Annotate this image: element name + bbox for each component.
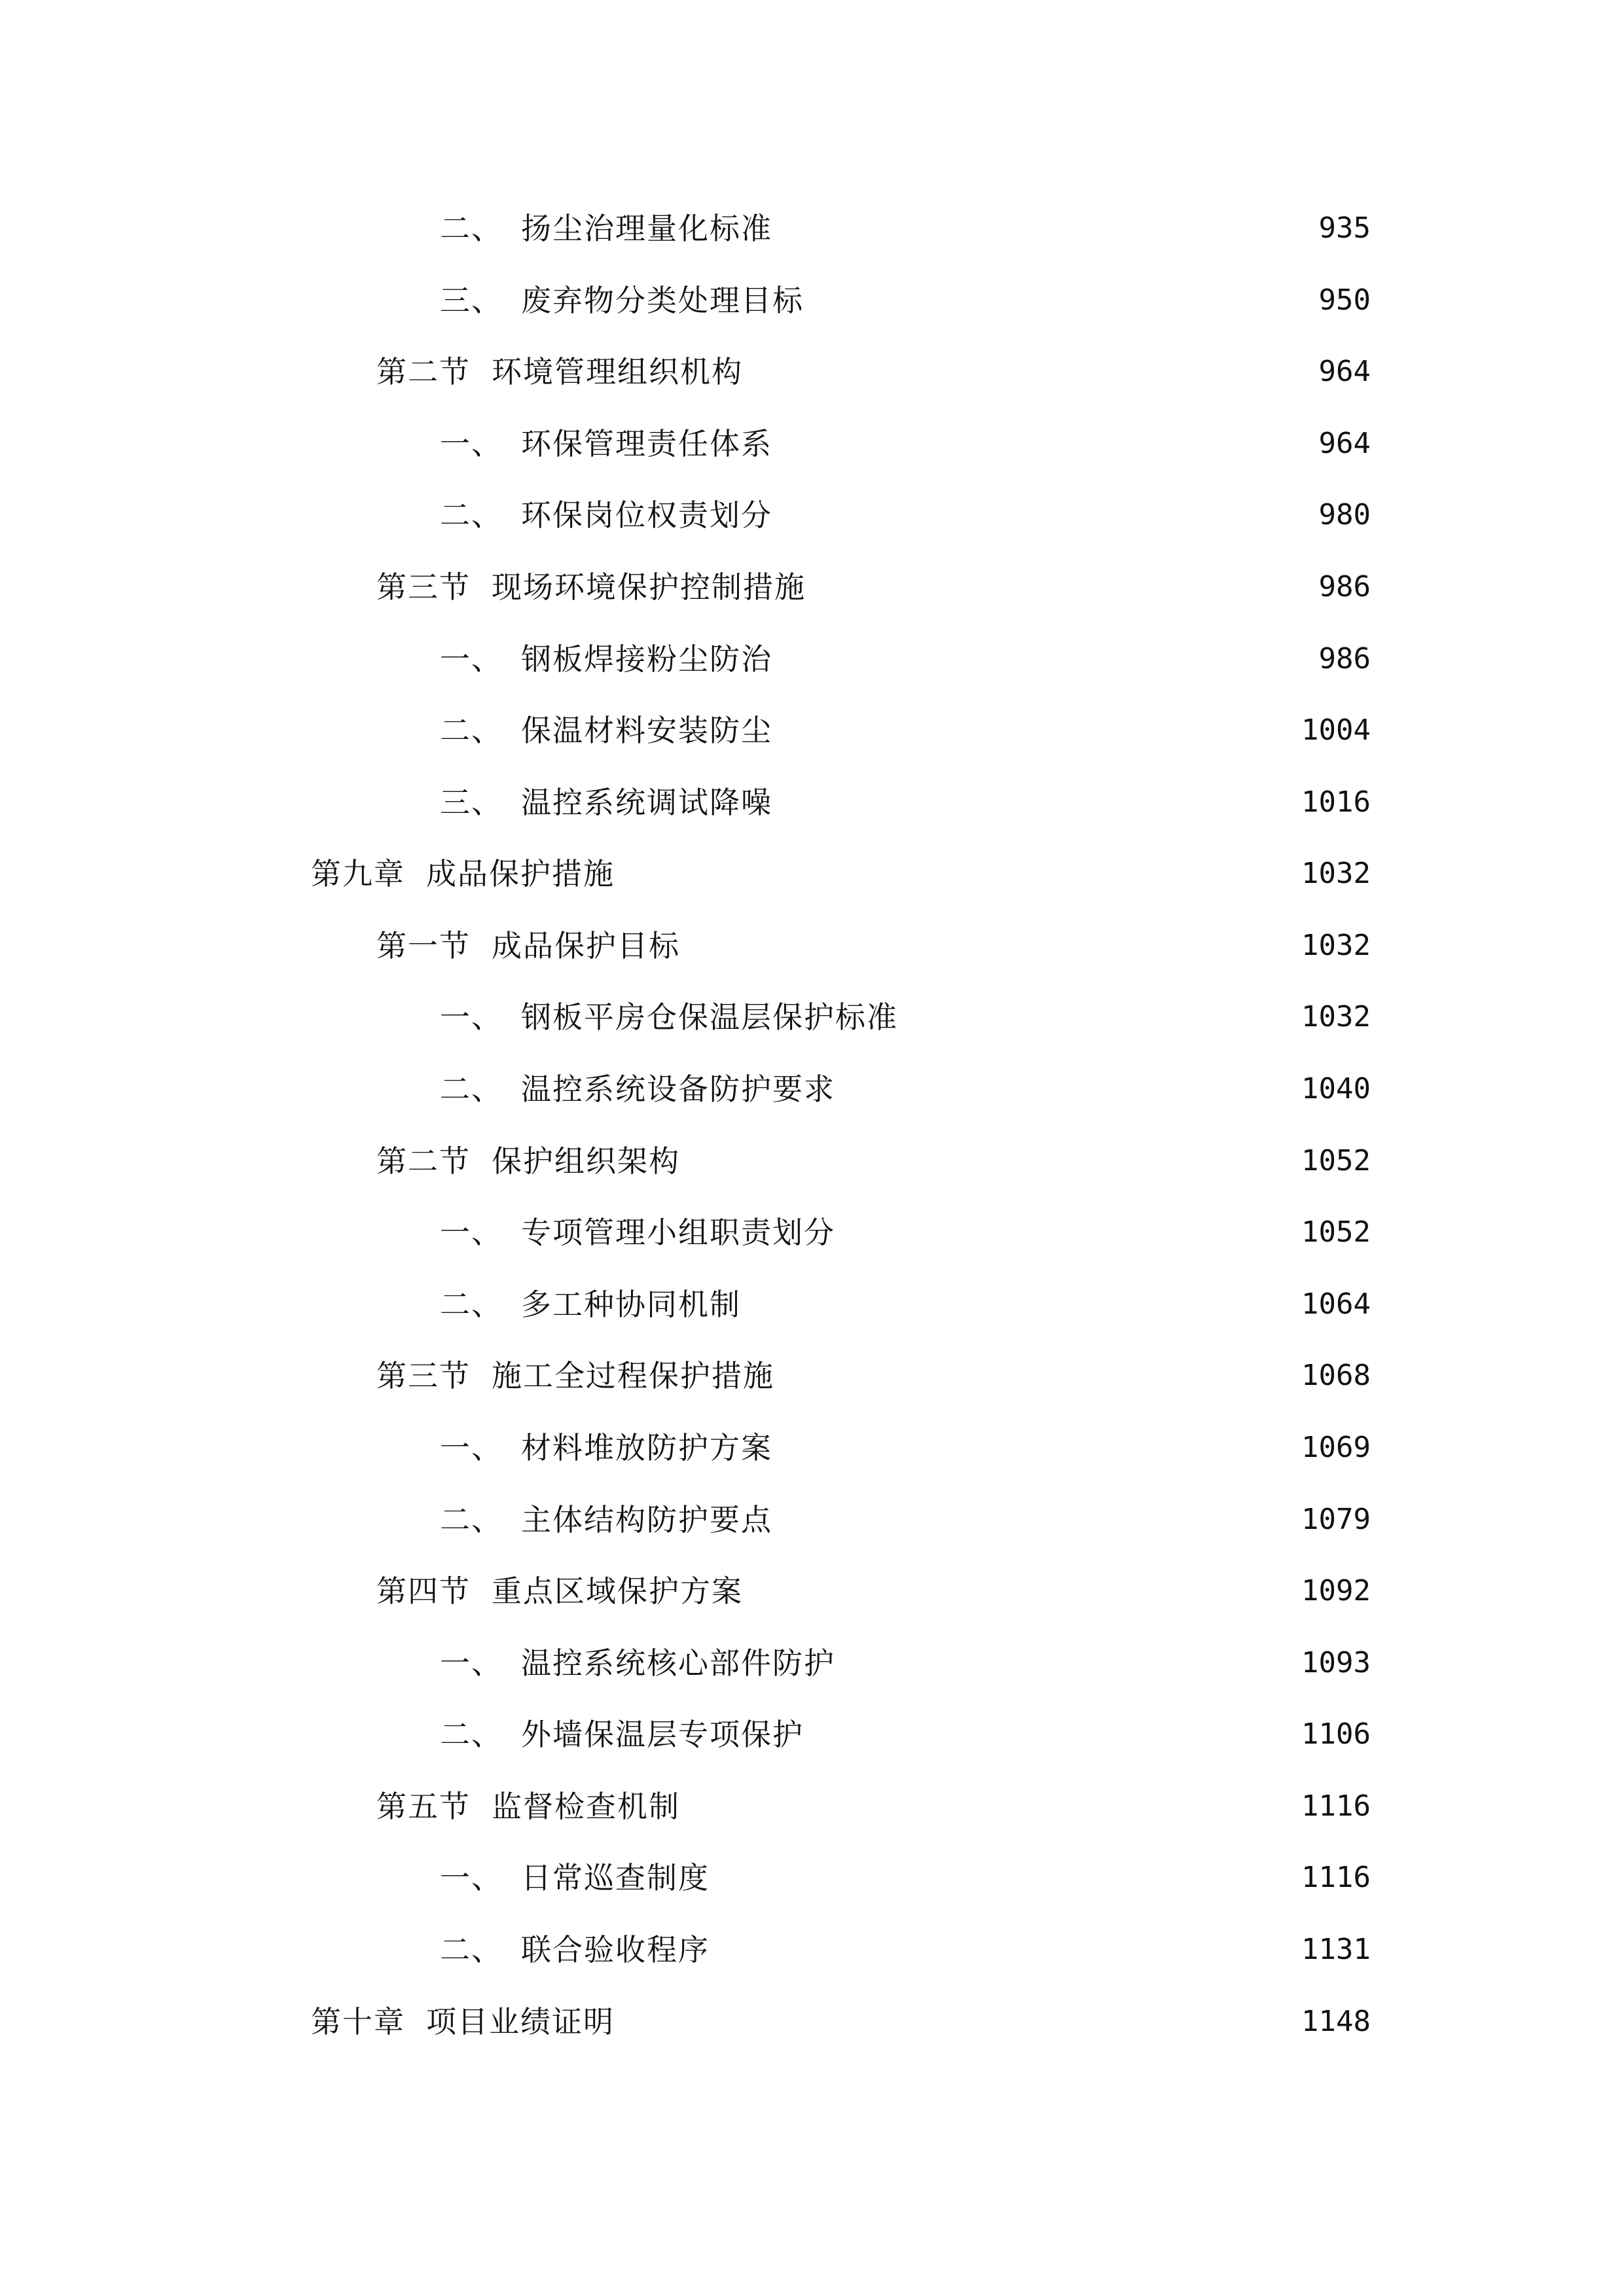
toc-entry[interactable] xyxy=(440,996,1371,1038)
toc-entry-number: 第四节 xyxy=(376,1573,471,1609)
toc-entry-title: 温控系统调试降噪 xyxy=(521,785,772,820)
toc-entry-page: 1092 xyxy=(1301,1574,1371,1607)
toc-entry-page: 1004 xyxy=(1301,713,1371,747)
toc-entry-number: 一、 xyxy=(440,1645,503,1681)
toc-entry-number: 第十章 xyxy=(311,2004,405,2039)
toc-entry-number: 第二节 xyxy=(376,1143,471,1179)
toc-entry-number: 一、 xyxy=(440,641,503,677)
dot-leader xyxy=(625,853,1292,895)
toc-entry[interactable] xyxy=(440,709,1371,751)
toc-entry[interactable] xyxy=(376,1570,1371,1612)
toc-entry-title: 温控系统设备防护要求 xyxy=(521,1071,835,1107)
dot-leader xyxy=(783,638,1310,680)
toc-entry-number: 三、 xyxy=(440,283,503,318)
toc-entry-page: 1106 xyxy=(1301,1717,1371,1751)
toc-entry[interactable] xyxy=(440,1499,1371,1541)
dot-leader xyxy=(720,1929,1292,1971)
toc-entry[interactable] xyxy=(440,279,1371,321)
toc-entry-number: 第一节 xyxy=(376,928,471,963)
toc-entry-page: 1052 xyxy=(1301,1144,1371,1177)
toc-entry[interactable] xyxy=(376,1785,1371,1827)
toc-entry[interactable] xyxy=(376,566,1371,608)
toc-entry[interactable] xyxy=(440,1427,1371,1469)
toc-entry-page: 1116 xyxy=(1301,1789,1371,1823)
toc-entry-title: 保温材料安装防尘 xyxy=(521,713,772,748)
toc-entry-page: 986 xyxy=(1318,642,1371,675)
dot-leader xyxy=(785,1355,1292,1397)
toc-entry-number: 一、 xyxy=(440,1860,503,1895)
toc-entry[interactable] xyxy=(440,1068,1371,1110)
toc-entry[interactable] xyxy=(440,423,1371,465)
toc-entry-page: 1016 xyxy=(1301,785,1371,819)
dot-leader xyxy=(846,1642,1292,1684)
dot-leader xyxy=(783,1499,1292,1541)
dot-leader xyxy=(753,1570,1292,1612)
toc-entry[interactable] xyxy=(440,494,1371,536)
toc-entry-number: 一、 xyxy=(440,999,503,1035)
toc-entry-title: 扬尘治理量化标准 xyxy=(521,211,772,246)
toc-entry-page: 1116 xyxy=(1301,1861,1371,1894)
toc-entry-page: 1069 xyxy=(1301,1431,1371,1464)
toc-entry-number: 二、 xyxy=(440,497,503,533)
toc-entry-number: 一、 xyxy=(440,1430,503,1465)
toc-entry-page: 950 xyxy=(1318,283,1371,317)
toc-entry-number: 二、 xyxy=(440,211,503,246)
dot-leader xyxy=(814,1713,1292,1755)
toc-entry-title: 监督检查机制 xyxy=(492,1789,680,1824)
toc-entry-title: 重点区域保护方案 xyxy=(492,1573,743,1609)
dot-leader xyxy=(783,709,1292,751)
toc-entry-page: 935 xyxy=(1318,211,1371,245)
toc-entry-number: 二、 xyxy=(440,1502,503,1537)
toc-entry-title: 成品保护目标 xyxy=(492,928,680,963)
toc-entry-title: 外墙保温层专项保护 xyxy=(521,1717,804,1752)
toc-entry-page: 1040 xyxy=(1301,1072,1371,1105)
toc-entry[interactable] xyxy=(311,853,1371,895)
toc-entry-title: 专项管理小组职责划分 xyxy=(521,1215,835,1250)
toc-entry-title: 现场环境保护控制措施 xyxy=(492,569,806,605)
toc-entry[interactable] xyxy=(440,781,1371,823)
toc-entry-number: 第三节 xyxy=(376,569,471,605)
dot-leader xyxy=(751,1283,1292,1325)
toc-entry-page: 964 xyxy=(1318,355,1371,388)
toc-entry-page: 1079 xyxy=(1301,1503,1371,1536)
dot-leader xyxy=(909,996,1292,1038)
toc-entry-title: 环境管理组织机构 xyxy=(492,354,743,389)
toc-entry-number: 二、 xyxy=(440,1717,503,1752)
toc-entry[interactable] xyxy=(376,1355,1371,1397)
toc-entry-page: 1093 xyxy=(1301,1646,1371,1679)
toc-entry-number: 二、 xyxy=(440,1287,503,1322)
toc-entry-number: 第九章 xyxy=(311,856,405,891)
toc-entry[interactable] xyxy=(440,1642,1371,1684)
toc-entry-title: 施工全过程保护措施 xyxy=(492,1358,774,1393)
toc-entry[interactable] xyxy=(440,1857,1371,1899)
toc-entry-title: 成品保护措施 xyxy=(426,856,615,891)
dot-leader xyxy=(625,2001,1292,2043)
dot-leader xyxy=(783,207,1310,249)
toc-entry-page: 1032 xyxy=(1301,929,1371,962)
dot-leader xyxy=(720,1857,1292,1899)
toc-entry-number: 第二节 xyxy=(376,354,471,389)
toc-entry[interactable] xyxy=(440,1211,1371,1253)
toc-entry-title: 环保管理责任体系 xyxy=(521,426,772,461)
toc-entry[interactable] xyxy=(311,2001,1371,2043)
dot-leader xyxy=(783,781,1292,823)
dot-leader xyxy=(783,423,1310,465)
dot-leader xyxy=(691,925,1292,967)
dot-leader xyxy=(846,1211,1292,1253)
toc-entry[interactable] xyxy=(376,351,1371,393)
toc-entry-page: 1032 xyxy=(1301,1000,1371,1033)
toc-entry-title: 材料堆放防护方案 xyxy=(521,1430,772,1465)
toc-entry[interactable] xyxy=(440,1283,1371,1325)
toc-entry-number: 二、 xyxy=(440,1932,503,1967)
toc-entry-title: 环保岗位权责划分 xyxy=(521,497,772,533)
toc-entry-title: 钢板焊接粉尘防治 xyxy=(521,641,772,677)
dot-leader xyxy=(783,1427,1292,1469)
toc-entry-page: 980 xyxy=(1318,498,1371,531)
toc-entry[interactable] xyxy=(440,1929,1371,1971)
dot-leader xyxy=(816,566,1310,608)
toc-entry-number: 三、 xyxy=(440,785,503,820)
toc-entry-page: 1148 xyxy=(1301,2005,1371,2038)
toc-entry-title: 日常巡查制度 xyxy=(521,1860,710,1895)
toc-entry[interactable] xyxy=(440,207,1371,249)
toc-entry-page: 986 xyxy=(1318,570,1371,603)
toc-entry[interactable] xyxy=(440,1713,1371,1755)
toc-entry[interactable] xyxy=(376,1140,1371,1182)
toc-entry-title: 多工种协同机制 xyxy=(521,1287,741,1322)
toc-entry-number: 二、 xyxy=(440,713,503,748)
toc-entry[interactable] xyxy=(376,925,1371,967)
toc-entry-title: 温控系统核心部件防护 xyxy=(521,1645,835,1681)
dot-leader xyxy=(691,1785,1292,1827)
toc-entry-number: 第三节 xyxy=(376,1358,471,1393)
dot-leader xyxy=(783,494,1310,536)
toc-entry-page: 1064 xyxy=(1301,1287,1371,1321)
dot-leader xyxy=(691,1140,1292,1182)
toc-entry-title: 主体结构防护要点 xyxy=(521,1502,772,1537)
toc-entry-page: 1131 xyxy=(1301,1933,1371,1966)
toc-entry-title: 废弃物分类处理目标 xyxy=(521,283,804,318)
toc-entry-number: 一、 xyxy=(440,1215,503,1250)
toc-entry-number: 一、 xyxy=(440,426,503,461)
toc-entry-title: 项目业绩证明 xyxy=(426,2004,615,2039)
toc-entry-number: 二、 xyxy=(440,1071,503,1107)
toc-entry[interactable] xyxy=(440,638,1371,680)
toc-entry-title: 联合验收程序 xyxy=(521,1932,710,1967)
toc-entry-title: 保护组织架构 xyxy=(492,1143,680,1179)
toc-entry-number: 第五节 xyxy=(376,1789,471,1824)
dot-leader xyxy=(753,351,1310,393)
toc-entry-page: 1068 xyxy=(1301,1359,1371,1392)
toc-entry-page: 1052 xyxy=(1301,1215,1371,1249)
toc-entry-page: 964 xyxy=(1318,427,1371,460)
toc-entry-title: 钢板平房仓保温层保护标准 xyxy=(521,999,898,1035)
toc-entry-page: 1032 xyxy=(1301,857,1371,890)
dot-leader xyxy=(846,1068,1292,1110)
dot-leader xyxy=(814,279,1310,321)
